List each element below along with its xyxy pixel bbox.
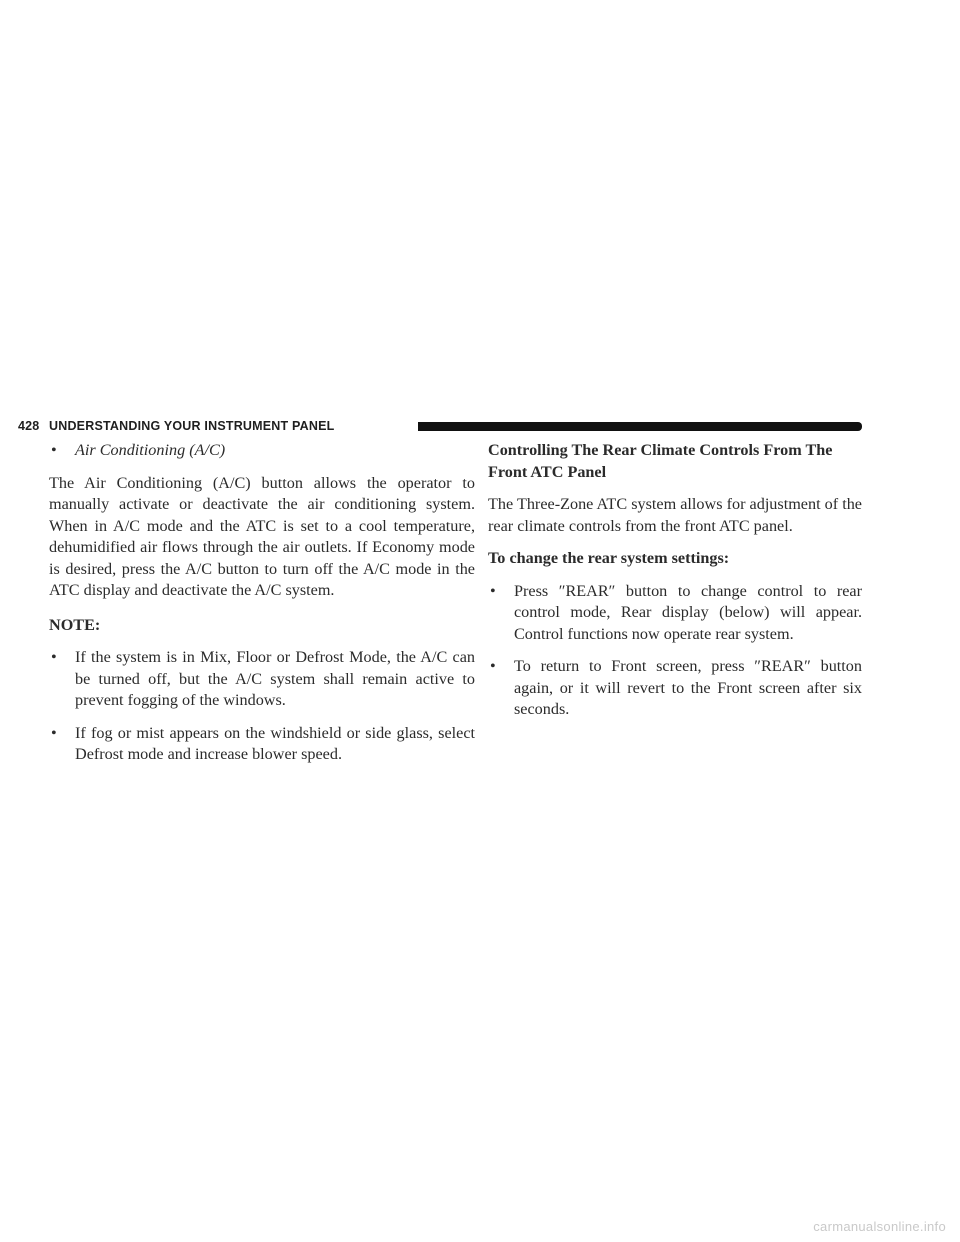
bullet-icon: • (51, 441, 57, 459)
note-bullet (49, 647, 475, 712)
page-number: 428 (18, 419, 40, 433)
bullet-icon: • (51, 648, 57, 666)
header-rule (418, 422, 862, 431)
left-column (49, 440, 475, 766)
subheading: To change the rear system settings: (488, 549, 730, 567)
note-label: NOTE: (49, 615, 101, 634)
instruction-bullet-text: Press ″REAR″ button to change control to rear control mode, Rear display (below) will appear. Control functions now operate rear system. (514, 581, 862, 643)
instruction-bullet (488, 656, 862, 721)
watermark: carmanualsonline.info (813, 1219, 946, 1234)
section-heading: Controlling The Rear Climate Controls From The Front ATC Panel (488, 441, 833, 481)
bullet-heading-text: Air Conditioning (A/C) (75, 441, 226, 459)
note-bullet-text: If fog or mist appears on the windshield or side glass, select Defrost mode and increase blower speed. (75, 723, 475, 763)
right-column (488, 440, 862, 721)
instruction-bullet-text: To return to Front screen, press ″REAR″ button again, or it will revert to the Front screen after six seconds. (514, 657, 862, 718)
bullet-heading (49, 440, 475, 462)
bullet-icon: • (51, 723, 57, 742)
page-header (0, 417, 862, 437)
ac-paragraph: The Air Conditioning (A/C) button allows the operator to manually activate or deactivate the air conditioning system. When in A/C mode and the ATC is set to a cool temperature, dehumidified air flows through the air outlets. If Economy mode is desired, press the A/C button to turn off the A/C mode in the ATC display and deactivate the A/C system. (49, 473, 475, 599)
bullet-icon: • (490, 657, 496, 675)
note-bullet-text: If the system is in Mix, Floor or Defrost Mode, the A/C can be turned off, but the A/C system shall remain active to prevent fogging of the windows. (75, 648, 475, 709)
section-title: UNDERSTANDING YOUR INSTRUMENT PANEL (49, 419, 335, 433)
bullet-icon: • (490, 581, 496, 600)
instruction-bullet (488, 581, 862, 646)
note-bullet (49, 723, 475, 766)
rear-paragraph: The Three-Zone ATC system allows for adjustment of the rear climate controls from the front ATC panel. (488, 495, 862, 535)
